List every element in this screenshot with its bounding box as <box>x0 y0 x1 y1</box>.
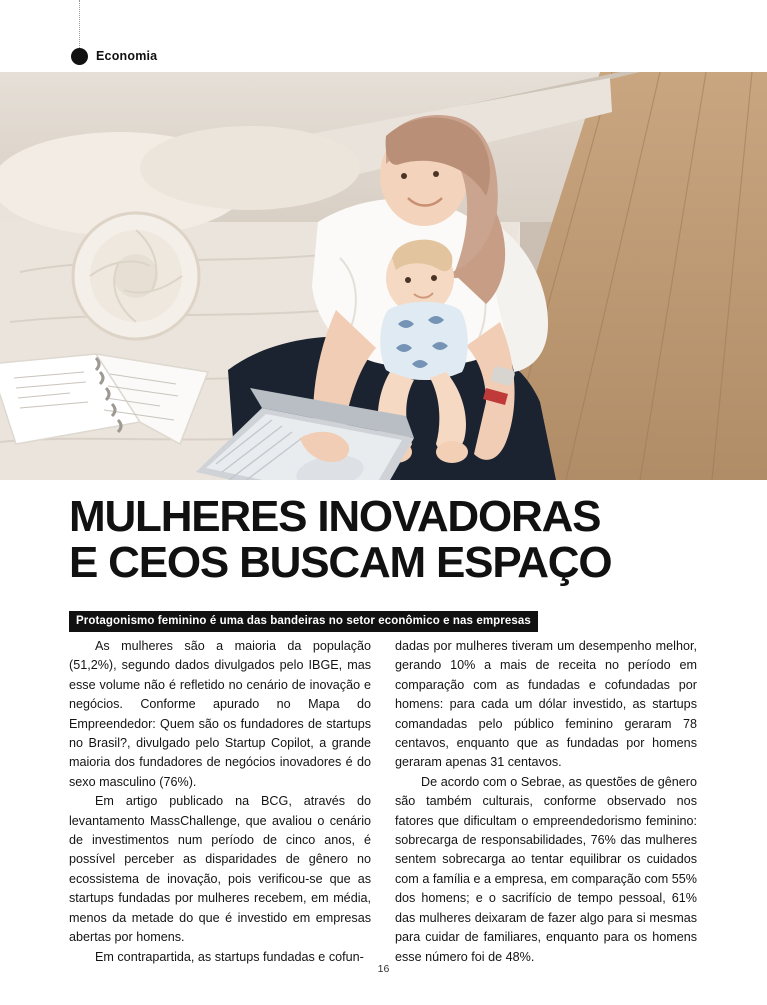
hero-photo <box>0 72 767 480</box>
section-bullet-icon <box>71 48 88 65</box>
body-column-left <box>69 637 371 967</box>
paragraph: As mulheres são a maioria da população (51,2%), segundo dados divulgados pelo IBGE, mas esse volume não é refletido no cenário de inovação e negócios. Conforme apurado no Mapa do Empreendedor: Quem são os fundadores de startups no Brasil?, divulgado pelo Startup Copilot, a grande maioria dos fundadores de negócios inovadores é do sexo masculino (76%). <box>69 639 371 789</box>
headline-line-2: E CEOS BUSCAM ESPAÇO <box>69 538 612 587</box>
headline-line-1: MULHERES INOVADORAS <box>69 492 601 541</box>
paragraph: dadas por mulheres tiveram um desempenho melhor, gerando 10% a mais de receita no período em comparação com as fundadas e cofundadas por homens: para cada um dólar investido, as startups comandadas pelo público feminino geraram 78 centavos, enquanto que as fundadas por homens geraram apenas 31 centavos. <box>395 639 697 770</box>
page-title <box>69 494 709 586</box>
page-number: 16 <box>377 963 390 975</box>
dotted-leader-line <box>79 0 80 48</box>
hero-photo-illustration <box>0 72 767 480</box>
deck-highlight: Protagonismo feminino é uma das bandeiras no setor econômico e nas empresas <box>69 611 538 632</box>
article-body <box>69 637 698 967</box>
section-label: Economia <box>96 49 158 63</box>
paragraph: Em contrapartida, as startups fundadas e cofun- <box>95 949 364 964</box>
paragraph: De acordo com o Sebrae, as questões de gênero são também culturais, conforme observado nos fatores que dificultam o empreendedorismo feminino: sobrecarga de responsabilidades, 76% das mulheres sentem sobrecarga ao tentar equilibrar os cuidados com a família e a empresa, em comparação com 55% dos homens; e o sacrifício de tempo pessoal, 61% das mulheres deixaram de fazer algo para si mesmas para cuidar de familiares, enquanto para os homens esse número foi de 48%. <box>395 774 697 964</box>
body-column-right <box>395 637 697 967</box>
paragraph: Em artigo publicado na BCG, através do levantamento MassChallenge, que avaliou o cenário de investimentos num período de cinco anos, é possível perceber as disparidades de gênero no ecossistema de inovação, pois verificou-se que as startups fundadas por mulheres recebem, em média, menos da metade do que é investido em empresas abertas por homens. <box>69 794 371 945</box>
